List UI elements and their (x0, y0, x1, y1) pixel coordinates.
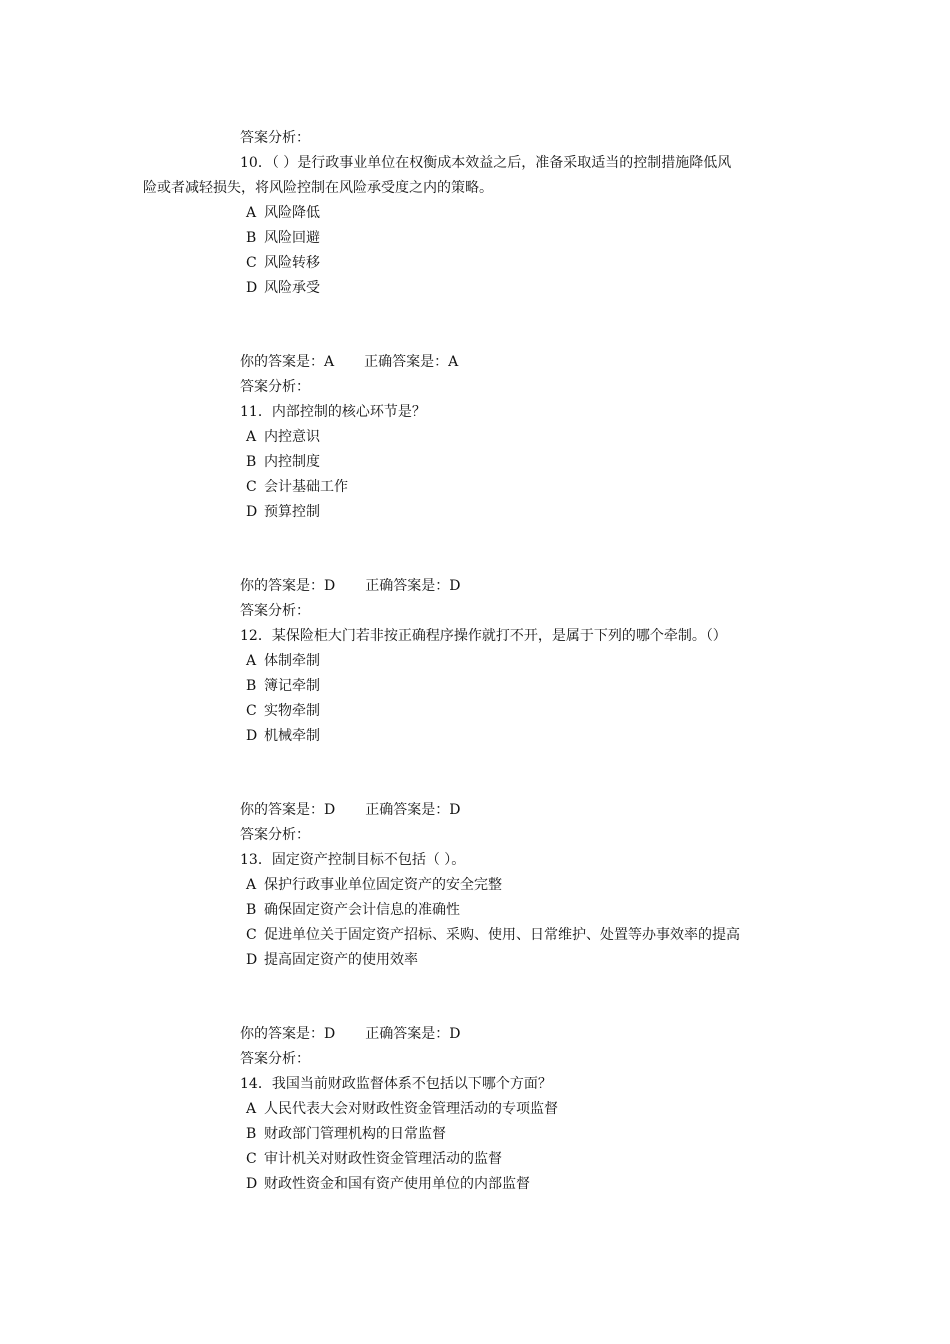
question-12-answer-line (240, 800, 460, 820)
your-answer: 你的答案是：D (240, 802, 336, 818)
your-answer: 你的答案是：D (240, 578, 336, 594)
question-13-answer-line (240, 1024, 460, 1044)
question-10-stem: 10．（ ）是行政事业单位在权衡成本效益之后，准备采取适当的控制措施降低风 (240, 155, 732, 171)
question-12-option-a: A 体制牵制 (246, 653, 320, 669)
answer-analysis-label: 答案分析： (240, 130, 310, 146)
question-11-option-a: A 内控意识 (246, 429, 320, 445)
question-14-option-b: B 财政部门管理机构的日常监督 (246, 1126, 446, 1142)
question-10-answer-line (240, 352, 458, 372)
question-10-option-b: B 风险回避 (246, 230, 320, 246)
question-11-option-b: B 内控制度 (246, 454, 320, 470)
your-answer: 你的答案是：D (240, 1026, 336, 1042)
question-11-option-c: C 会计基础工作 (246, 479, 348, 495)
question-12-analysis: 答案分析： (240, 827, 310, 843)
question-14-option-a: A 人民代表大会对财政性资金管理活动的专项监督 (246, 1101, 558, 1117)
correct-answer: 正确答案是：D (365, 802, 461, 818)
question-12-option-c: C 实物牵制 (246, 703, 320, 719)
question-13-option-b: B 确保固定资产会计信息的准确性 (246, 902, 460, 918)
correct-answer: 正确答案是：D (365, 578, 461, 594)
question-11-option-d: D 预算控制 (246, 504, 320, 520)
correct-answer: 正确答案是：A (364, 354, 459, 370)
question-12-option-b: B 簿记牵制 (246, 678, 320, 694)
question-10-option-c: C 风险转移 (246, 255, 320, 271)
question-14-option-d: D 财政性资金和国有资产使用单位的内部监督 (246, 1176, 530, 1192)
question-12-stem: 12．某保险柜大门若非按正确程序操作就打不开，是属于下列的哪个牵制。（） (240, 628, 727, 644)
your-answer: 你的答案是：A (240, 354, 335, 370)
question-11-analysis: 答案分析： (240, 603, 310, 619)
question-14-stem: 14．我国当前财政监督体系不包括以下哪个方面？ (240, 1076, 552, 1092)
question-13-option-d: D 提高固定资产的使用效率 (246, 952, 418, 968)
question-11-answer-line (240, 576, 460, 596)
question-10-option-a: A 风险降低 (246, 205, 320, 221)
correct-answer: 正确答案是：D (365, 1026, 461, 1042)
question-13-analysis: 答案分析： (240, 1051, 310, 1067)
question-10-option-d: D 风险承受 (246, 280, 320, 296)
question-10-analysis: 答案分析： (240, 379, 310, 395)
question-14-option-c: C 审计机关对财政性资金管理活动的监督 (246, 1151, 502, 1167)
question-13-stem: 13．固定资产控制目标不包括（ ）。 (240, 852, 466, 868)
question-10-stem-continued: 险或者减轻损失，将风险控制在风险承受度之内的策略。 (143, 180, 493, 196)
question-13-option-a: A 保护行政事业单位固定资产的安全完整 (246, 877, 502, 893)
question-11-stem: 11．内部控制的核心环节是？ (240, 404, 426, 420)
question-12-option-d: D 机械牵制 (246, 728, 320, 744)
question-13-option-c: C 促进单位关于固定资产招标、采购、使用、日常维护、处置等办事效率的提高 (246, 927, 740, 943)
